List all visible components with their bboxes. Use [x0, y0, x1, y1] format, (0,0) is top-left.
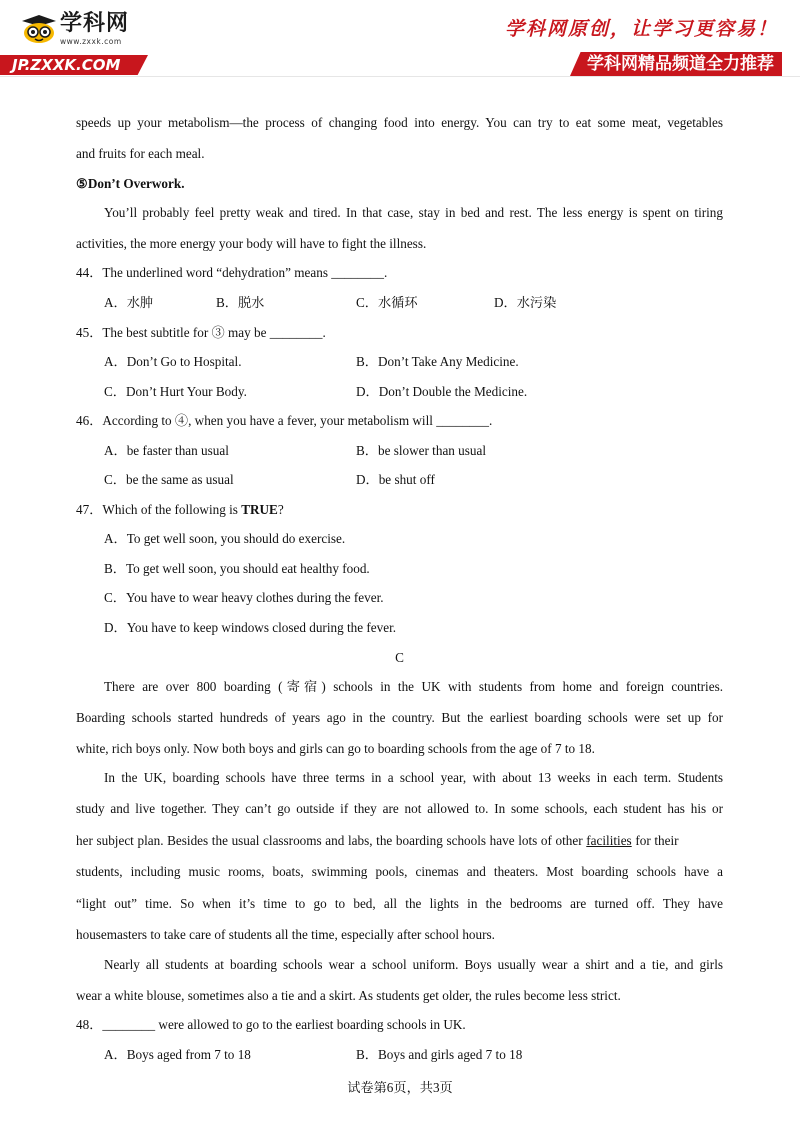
passage-c-line: housemasters to take care of students all the time, especially after school hours. — [76, 927, 495, 942]
logo-title: 学科网 — [60, 11, 130, 36]
question-44-option-a: A．水肿 — [104, 295, 154, 310]
question-48-option-b: B．Boys and girls aged 7 to 18 — [356, 1047, 523, 1062]
question-47-stem-text: 47．Which of the following is — [76, 502, 242, 517]
passage-c-line: wear a white blouse, sometimes also a tie and a skirt. As students get older, the rules become less strict. — [76, 988, 621, 1003]
passage-c-line: Nearly all students at boarding schools wear a school uniform. Boys usually wear a shirt and a tie, and girls — [104, 957, 723, 972]
passage-line: You’ll probably feel pretty weak and tired. In that case, stay in bed and rest. The less energy is spent on tiring — [104, 205, 723, 220]
question-47-option-b: B．To get well soon, you should eat healthy food. — [104, 561, 370, 576]
question-46-option-a: A．be faster than usual — [104, 443, 229, 458]
passage-c-line: students, including music rooms, boats, swimming pools, cinemas and theaters. Most boarding schools have a — [76, 864, 723, 879]
question-44-stem: 44．The underlined word “dehydration” means ________. — [76, 265, 388, 280]
passage-c-label: C — [395, 650, 404, 665]
passage-line: and fruits for each meal. — [76, 146, 205, 161]
passage-c-line: white, rich boys only. Now both boys and girls can go to boarding schools from the age of 7 to 18. — [76, 741, 595, 756]
owl-logo-icon — [22, 15, 56, 43]
question-44-option-b: B．脱水 — [216, 295, 265, 310]
question-47-stem — [76, 495, 723, 525]
question-46-stem: 46．According to ④, when you have a fever, your metabolism will ________. — [76, 413, 493, 428]
question-47-option-c: C．You have to wear heavy clothes during the fever. — [104, 590, 384, 605]
passage-c-text: her subject plan. Besides the usual classrooms and labs, the boarding schools have lots of other — [76, 833, 587, 848]
question-44-option-d: D．水污染 — [494, 295, 557, 310]
question-47-option-a: A．To get well soon, you should do exercise. — [104, 531, 346, 546]
page-header — [0, 0, 800, 80]
question-45-stem: 45．The best subtitle for ③ may be ________. — [76, 325, 326, 340]
page-footer: 试卷第6页，共3页 — [347, 1080, 453, 1095]
right-band-text: 学科网精品频道全力推荐 — [587, 54, 774, 74]
header-slogan: 学科网原创，让学习更容易！ — [504, 18, 778, 40]
question-48-stem: 48．________ were allowed to go to the earliest boarding schools in UK. — [76, 1017, 466, 1032]
section-heading: ⑤Don’t Overwork. — [76, 176, 185, 191]
question-46-option-d: D．be shut off — [356, 472, 435, 487]
underlined-word-facilities: facilities — [586, 833, 632, 848]
passage-c-line: study and live together. They can’t go outside if they are not allowed to. In some schools, each student has his or — [76, 801, 723, 816]
question-45-option-a: A．Don’t Go to Hospital. — [104, 354, 242, 369]
question-45-option-d: D．Don’t Double the Medicine. — [356, 384, 528, 399]
header-divider — [0, 76, 800, 77]
logo-url: www.zxxk.com — [60, 37, 122, 46]
passage-c-line: Boarding schools started hundreds of years ago in the country. But the earliest boarding schools were set up for — [76, 710, 723, 725]
passage-c-line: In the UK, boarding schools have three terms in a school year, with about 13 weeks in each term. Students — [104, 770, 723, 785]
question-47-stem-emphasis: TRUE — [241, 502, 278, 517]
passage-c-line: There are over 800 boarding (寄宿) schools in the UK with students from home and foreign countries. — [104, 679, 723, 694]
question-45-option-c: C．Don’t Hurt Your Body. — [104, 384, 247, 399]
question-46-option-c: C．be the same as usual — [104, 472, 234, 487]
question-45-option-b: B．Don’t Take Any Medicine. — [356, 354, 519, 369]
question-47-option-d: D．You have to keep windows closed during the fever. — [104, 620, 397, 635]
question-48-option-a: A．Boys aged from 7 to 18 — [104, 1047, 251, 1062]
logo — [22, 12, 129, 46]
passage-c-line: “light out” time. So when it’s time to go to bed, all the lights in the bedrooms are turned off. They have — [76, 896, 723, 911]
question-44-option-c: C．水循环 — [356, 295, 418, 310]
question-46-option-b: B．be slower than usual — [356, 443, 487, 458]
passage-line: speeds up your metabolism—the process of changing food into energy. You can try to eat some meat, vegetables — [76, 115, 723, 130]
passage-c-line — [76, 826, 723, 856]
passage-c-text: for their — [631, 833, 679, 848]
passage-line: activities, the more energy your body will have to fight the illness. — [76, 236, 427, 251]
question-47-stem-end: ? — [277, 502, 284, 517]
left-band-text: JP.ZXXK.COM — [12, 56, 121, 74]
